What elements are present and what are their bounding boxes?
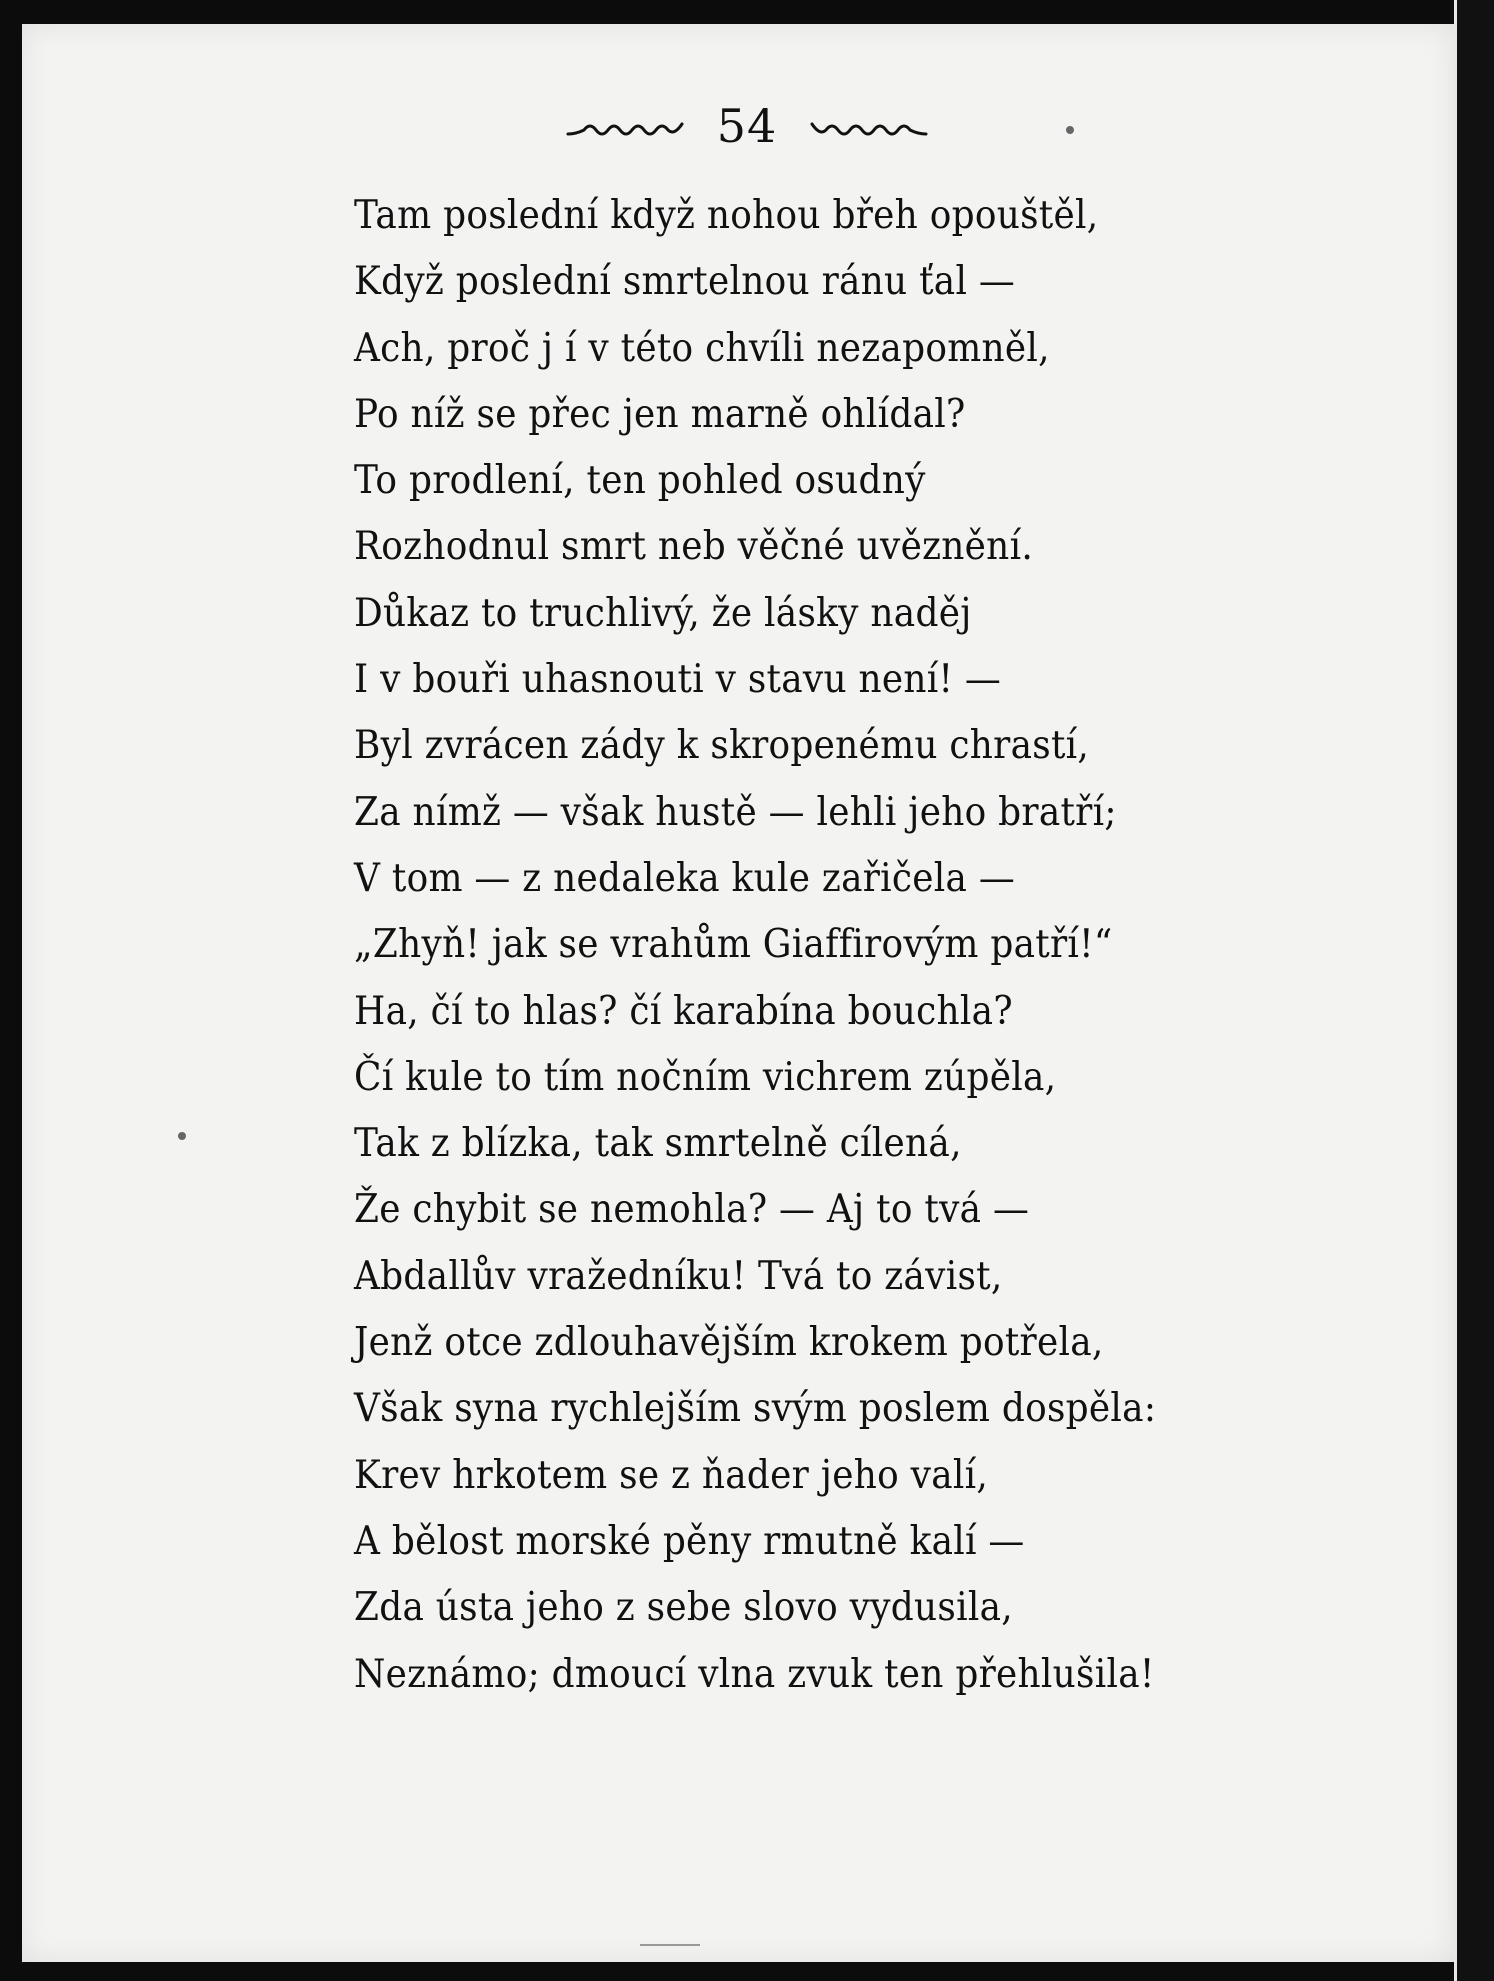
poem-line: I v bouři uhasnouti v stavu není! — [354,657,1002,703]
scan-smudge [640,1944,700,1946]
scan-speck [178,1132,186,1140]
poem-line: Po níž se přec jen marně ohlídal? [354,391,966,437]
poem-line: Čí kule to tím nočním vichrem zúpěla, [354,1054,1057,1100]
poem-line: Rozhodnul smrt neb věčné uvěznění. [354,524,1034,570]
poem-line: Ha, čí to hlas? čí karabína bouchla? [354,988,1013,1034]
scan-speck [1066,126,1074,134]
poem-line: Zda ústa jeho z sebe slovo vydusila, [354,1585,1013,1631]
poem-line: Neznámo; dmoucí vlna zvuk ten přehlušila! [354,1651,1155,1697]
poem-line: Za nímž — však hustě — lehli jeho bratří; [354,789,1117,835]
poem-line: A bělost morské pěny rmutně kalí — [354,1518,1025,1564]
poem-line: „Zhyň! jak se vrahům Giaffirovým patří!“ [354,922,1113,968]
poem-line: V tom — z nedaleka kule zařičela — [354,855,1016,901]
poem-line: Důkaz to truchlivý, že lásky naděj [354,590,972,636]
poem-line: To prodlení, ten pohled osudný [354,458,926,504]
poem-line: Že chybit se nemohla? — Aj to tvá — [354,1187,1030,1233]
poem-line: Krev hrkotem se z ňader jeho valí, [354,1452,989,1498]
poem-line: Tak z blízka, tak smrtelně cílená, [354,1121,962,1167]
poem-line: Byl zvrácen zády k skropenému chrastí, [354,723,1090,769]
page-number: 54 [716,99,778,153]
right-ornament-icon [808,96,928,156]
poem-line: Abdallův vražedníku! Tvá to závist, [354,1253,1003,1299]
page-header [0,92,1494,156]
left-ornament-icon [566,96,686,156]
poem-line: Však syna rychlejším svým poslem dospěla: [354,1386,1157,1432]
poem-line: Tam poslední když nohou břeh opouštěl, [354,193,1099,238]
poem-line: Když poslední smrtelnou ránu ťal — [354,259,1016,305]
scan-edge [1454,0,1494,1981]
poem-line: Jenž otce zdlouhavějším krokem potřela, [354,1320,1104,1366]
poem-line: Ach, proč j í v této chvíli nezapomněl, [354,325,1050,371]
poem-text [354,183,1354,1708]
